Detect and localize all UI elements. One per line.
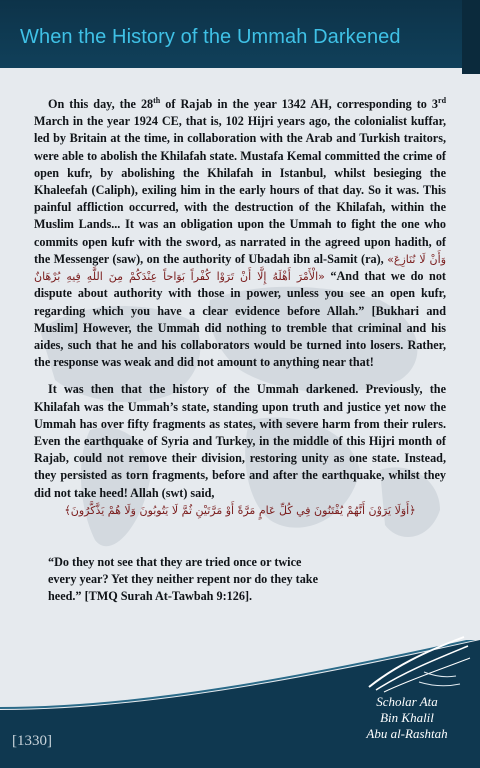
paragraph-1: On this day, the 28th of Rajab in the year 1342 AH, corresponding to 3rd March in the year 1924 CE, that is, 102 Hijri years ago, the colonialist kuffar, led by Britain at the time, in collaboration with the Arab and Turkish traitors, were able to abolish the Khilafah state. Mustafa Kemal committed the crime of open kufr, by abolishing the Khilafah in Istanbul, whilst besieging the Khaleefah (Caliph), exiling him in the early hours of that day. So it was. This painful affliction occurred, with the destruction of the Khilafah, within the Muslim Lands... It was an obligation upon the Ummah to fight the one who commits open kufr with the sword, as narrated in the agreed upon hadith, of the Messenger (saw), on the authority of Ubadah ibn al-Samit (ra), «وَأَنْ لَا نُنَازِعَ الْأَمْرَ أَهْلَهُ إِلَّا أَنْ تَرَوْا كُفْراً بَوَاحاً عِنْدَكُمْ مِنَ اللَّهِ فِيهِ بُرْهَانٌ» “And that we do not dispute about authority with those in power, unless you see an open kufr, regarding which you have a clear evidence before Allah.” [Bukhari and Muslim] However, the Ummah did nothing to tremble that criminal and his aides, such that he and his collaborators would be turned into losers. Rather, the response was weak and did not amount to anything near that! (34, 96, 447, 370)
paragraph-2: It was then that the history of the Ummah darkened. Previously, the Khilafah was the Ummah’s state, standing upon truth and justice yet now the Ummah has over fifty fragments as states, with severe harm from their rulers. Even the earthquake of Syria and Turkey, in the middle of this Hijri month of Rajab, could not remove their division, restoring unity as one state. Instead, they persisted as torn fragments, before and after the earthquake, whilst they did not take heed! Allah (swt) said, (34, 382, 446, 500)
ayah-arabic: ﴿أَوَلَا يَرَوْنَ أَنَّهُمْ يُفْتَنُونَ فِي كُلِّ عَامٍ مَرَّةً أَوْ مَرَّتَيْنِ ثُمَّ لَا يَتُوبُونَ وَلَا هُمْ يَذَّكَّرُونَ﴾ (64, 503, 416, 517)
article-body (34, 92, 446, 519)
author-signature: Scholar Ata Bin Khalil Abu al-Rashtah (366, 694, 448, 741)
header-accent (462, 0, 480, 74)
ayah-translation: “Do they not see that they are tried once or twice every year? Yet they neither repent nor do they take heed.” [TMQ Surah At-Tawbah 9:126]. (48, 555, 318, 604)
page-number: [1330] (12, 733, 52, 749)
page-title: When the History of the Ummah Darkened (20, 26, 401, 48)
hadith-arabic-2: بَوَاحاً عِنْدَكُمْ مِنَ اللَّهِ فِيهِ بُرْهَانٌ» (34, 270, 325, 284)
calligraphy-logo-icon (364, 632, 474, 696)
hadith-arabic-1: «وَأَنْ لَا نُنَازِعَ الْأَمْرَ أَهْلَهُ إِلَّا أَنْ تَرَوْا كُفْراً (190, 252, 446, 284)
